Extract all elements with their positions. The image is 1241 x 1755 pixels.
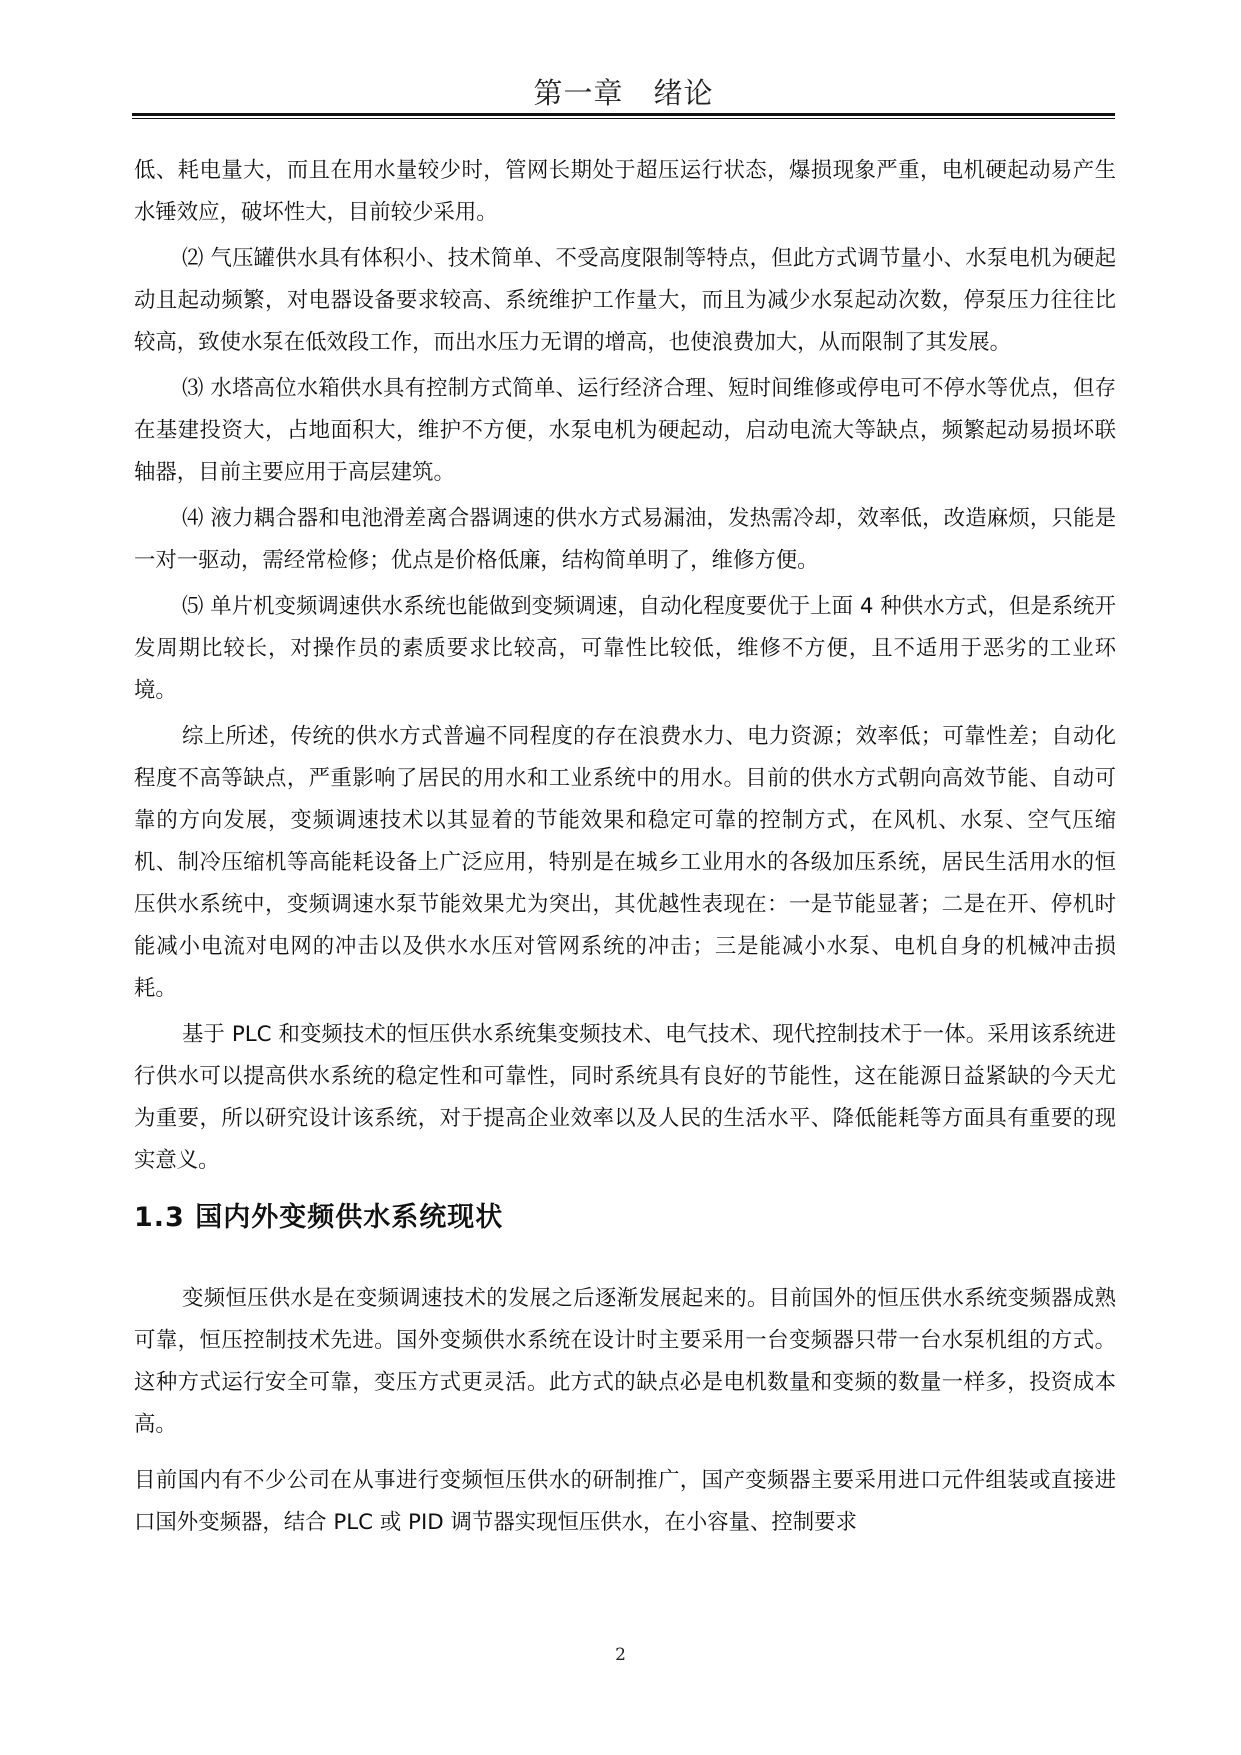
body-paragraph-9: 目前国内有不少公司在从事进行变频恒压供水的研制推广，国产变频器主要采用进口元件组装或直接进口国外变频器，结合 PLC 或 PID 调节器实现恒压供水，在小容量、控制要求	[134, 1468, 1116, 1535]
body-paragraph-4: ⑷ 液力耦合器和电池滑差离合器调速的供水方式易漏油，发热需冷却，效率低，改造麻烦，只能是一对一驱动，需经常检修；优点是价格低廉，结构简单明了，维修方便。	[134, 506, 1116, 573]
body-paragraph-6: 综上所述，传统的供水方式普遍不同程度的存在浪费水力、电力资源；效率低；可靠性差；自动化程度不高等缺点，严重影响了居民的用水和工业系统中的用水。目前的供水方式朝向高效节能、自动可靠的方向发展，变频调速技术以其显着的节能效果和稳定可靠的控制方式，在风机、水泵、空气压缩机、制冷压缩机等高能耗设备上广泛应用，特别是在城乡工业用水的各级加压系统，居民生活用水的恒压供水系统中，变频调速水泵节能效果尤为突出，其优越性表现在：一是节能显著；二是在开、停机时能减小电流对电网的冲击以及供水水压对管网系统的冲击；三是能减小水泵、电机自身的机械冲击损耗。	[134, 724, 1116, 1001]
header-rule-thick	[132, 113, 1115, 116]
section-heading: 1.3 国内外变频供水系统现状	[134, 1202, 504, 1233]
running-header-title: 第一章 绪论	[533, 76, 714, 110]
body-paragraph-5: ⑸ 单片机变频调速供水系统也能做到变频调速，自动化程度要优于上面 4 种供水方式，但是系统开发周期比较长，对操作员的素质要求比较高，可靠性比较低，维修不方便，且不适用于恶劣的工业环境。	[134, 594, 1116, 703]
body-paragraph-3: ⑶ 水塔高位水箱供水具有控制方式简单、运行经济合理、短时间维修或停电可不停水等优点，但存在基建投资大，占地面积大，维护不方便，水泵电机为硬起动，启动电流大等缺点，频繁起动易损坏联轴器，目前主要应用于高层建筑。	[134, 376, 1116, 485]
body-paragraph-2: ⑵ 气压罐供水具有体积小、技术简单、不受高度限制等特点，但此方式调节量小、水泵电机为硬起动且起动频繁，对电器设备要求较高、系统维护工作量大，而且为减少水泵起动次数，停泵压力往往比较高，致使水泵在低效段工作，而出水压力无谓的增高，也使浪费加大，从而限制了其发展。	[134, 246, 1116, 355]
page-number: 2	[615, 1645, 626, 1665]
body-paragraph-7: 基于 PLC 和变频技术的恒压供水系统集变频技术、电气技术、现代控制技术于一体。采用该系统进行供水可以提高供水系统的稳定性和可靠性，同时系统具有良好的节能性，这在能源日益紧缺的今天尤为重要，所以研究设计该系统，对于提高企业效率以及人民的生活水平、降低能耗等方面具有重要的现实意义。	[134, 1022, 1116, 1173]
header-rule-thin	[132, 118, 1115, 119]
body-content	[134, 150, 1116, 1548]
body-paragraph-1: 低、耗电量大，而且在用水量较少时，管网长期处于超压运行状态，爆损现象严重，电机硬起动易产生水锤效应，破坏性大，目前较少采用。	[134, 158, 1116, 225]
body-paragraph-8: 变频恒压供水是在变频调速技术的发展之后逐渐发展起来的。目前国外的恒压供水系统变频器成熟可靠，恒压控制技术先进。国外变频供水系统在设计时主要采用一台变频器只带一台水泵机组的方式。这种方式运行安全可靠，变压方式更灵活。此方式的缺点必是电机数量和变频的数量一样多，投资成本高。	[134, 1286, 1116, 1437]
